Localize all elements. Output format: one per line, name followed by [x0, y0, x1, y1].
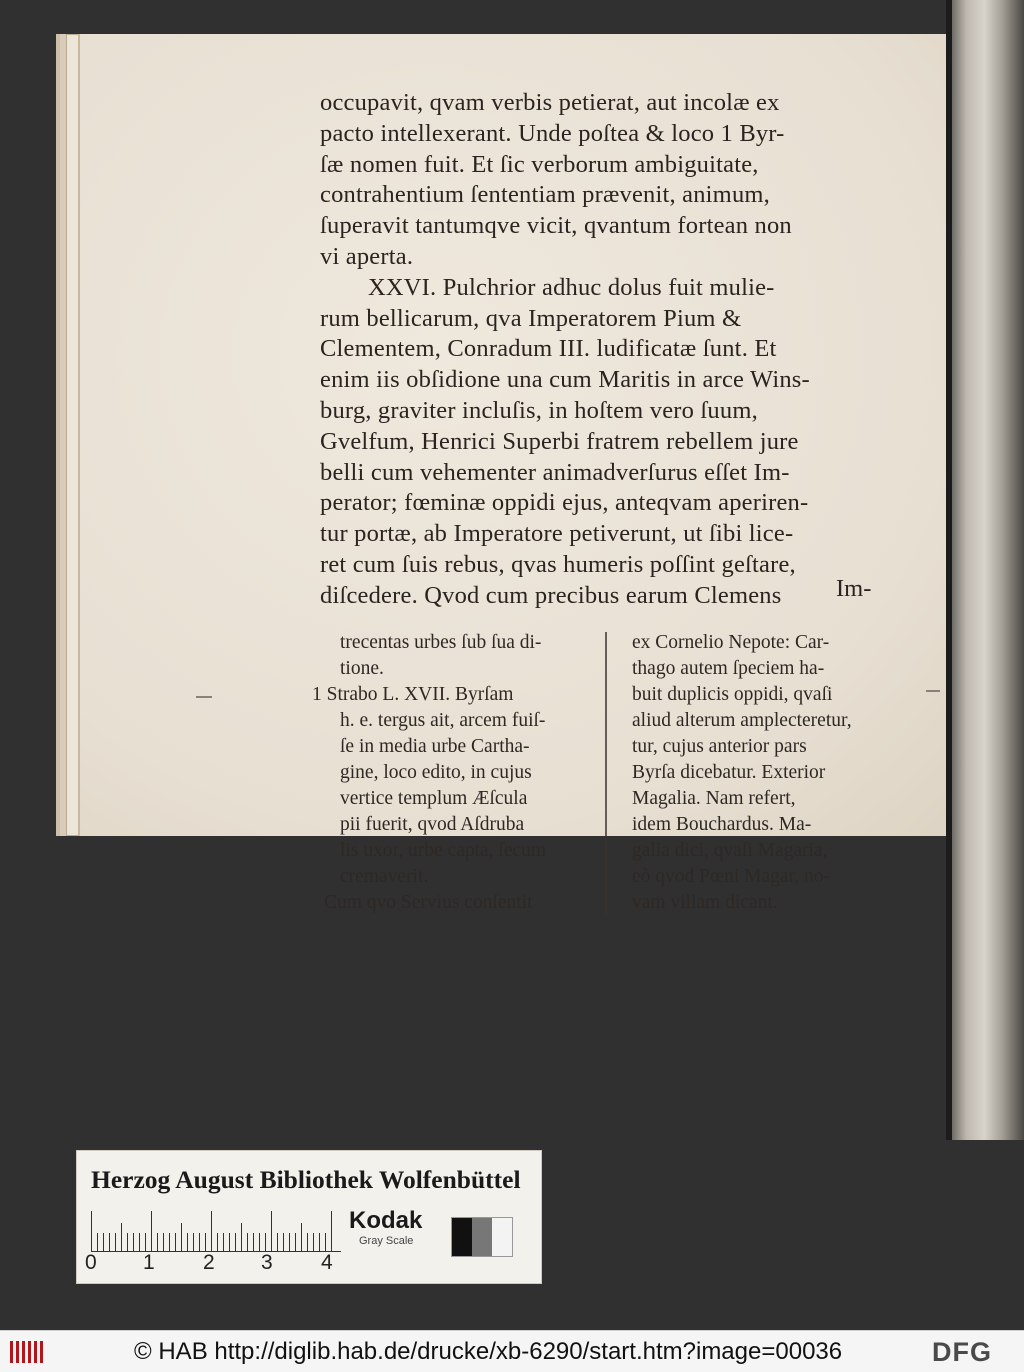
ruler-tick	[151, 1211, 152, 1251]
margin-mark	[196, 696, 212, 698]
footnote-line: vertice templum Æſcula	[340, 788, 528, 809]
ruler-tick	[121, 1223, 122, 1251]
footnote-line: Byrſa dicebatur. Exterior	[632, 762, 826, 783]
ruler-tick	[103, 1233, 104, 1251]
main-line: burg, graviter incluſis, in hoſtem vero ſuum,	[320, 396, 758, 424]
ruler-tick	[91, 1211, 92, 1251]
ruler-tick	[127, 1233, 128, 1251]
ruler-tick	[199, 1233, 200, 1251]
main-line: pacto intellexerant. Unde poſtea & loco 1 Byr-	[320, 119, 785, 147]
footnote-line: cremaverit.	[340, 866, 429, 887]
ruler-tick	[109, 1233, 110, 1251]
ruler-tick	[283, 1233, 284, 1251]
ruler-tick	[133, 1233, 134, 1251]
main-line: belli cum vehementer animadverſurus eſſet Im-	[320, 458, 790, 486]
dfg-logo: DFG	[932, 1337, 992, 1367]
gray-scale-label: Gray Scale	[359, 1235, 414, 1247]
ruler-tick	[157, 1233, 158, 1251]
ruler-ticks	[91, 1209, 341, 1251]
main-line: ſæ nomen fuit. Et ſic verborum ambiguitate,	[320, 150, 759, 178]
main-line: enim iis obſidione una cum Maritis in arce Wins-	[320, 366, 810, 394]
footnote-line: eò qvod Pœni Magar, no-	[632, 866, 830, 887]
ruler-number: 4	[321, 1251, 333, 1274]
footnote-line: vam villam dicant.	[632, 892, 778, 913]
book-spine	[952, 0, 1024, 1140]
footnote-line: ſe in media urbe Cartha-	[340, 736, 530, 757]
main-line: occupavit, qvam verbis petierat, aut incolæ ex	[320, 89, 780, 116]
swatch-gray	[472, 1218, 492, 1256]
column-rule	[605, 632, 607, 914]
main-line: ret cum ſuis rebus, qvas humeris poſſint geſtare,	[320, 550, 796, 578]
ruler-tick	[97, 1233, 98, 1251]
ruler-tick	[253, 1233, 254, 1251]
ruler-tick	[301, 1223, 302, 1251]
ruler-tick	[235, 1233, 236, 1251]
main-line: rum bellicarum, qva Imperatorem Pium &	[320, 304, 742, 332]
ruler-tick	[265, 1233, 266, 1251]
ruler-tick	[247, 1233, 248, 1251]
ruler-tick	[217, 1233, 218, 1251]
hab-logo-icon	[6, 1337, 46, 1367]
ruler-numbers	[85, 1251, 355, 1277]
footnote-line: tur, cujus anterior pars	[632, 736, 807, 757]
footnote-line: aliud alterum amplecteretur,	[632, 710, 852, 731]
main-line: perator; fœminæ oppidi ejus, anteqvam aperiren-	[320, 489, 809, 517]
main-line: vi aperta.	[320, 242, 414, 270]
ruler-tick	[205, 1233, 206, 1251]
main-line: ſuperavit tantumqve vicit, qvantum fortean non	[320, 212, 792, 240]
ruler-tick	[289, 1233, 290, 1251]
ruler-tick	[271, 1211, 272, 1251]
footnote-line: gine, loco edito, in cujus	[340, 762, 532, 783]
ruler-tick	[139, 1233, 140, 1251]
margin-mark	[926, 690, 940, 692]
footnote-line: tione.	[340, 658, 384, 679]
ruler-tick	[259, 1233, 260, 1251]
main-line: tur portæ, ab Imperatore petiverunt, ut ſibi lice-	[320, 520, 794, 548]
gray-swatches	[451, 1217, 513, 1257]
footnotes-left-column	[312, 630, 602, 916]
ruler-number: 0	[85, 1251, 97, 1274]
main-line: Gvelfum, Henrici Superbi fratrem rebellem jure	[320, 427, 799, 455]
catchword: Im-	[836, 575, 872, 602]
footnote-line: lis uxor, urbe capta, ſecum	[340, 840, 547, 861]
main-text-block	[320, 88, 900, 612]
main-line: contrahentium ſententiam prævenit, animum,	[320, 181, 770, 209]
ruler-number: 1	[143, 1251, 155, 1274]
library-name: Herzog August Bibliothek Wolfenbüttel	[91, 1165, 521, 1194]
footnote-line: galia dici, qvaſi Magaria,	[632, 840, 828, 861]
kodak-logo: Kodak	[349, 1207, 423, 1234]
footnote-line: h. e. tergus ait, arcem fuiſ-	[340, 710, 546, 731]
ruler-tick	[211, 1211, 212, 1251]
ruler-tick	[181, 1223, 182, 1251]
swatch-white	[492, 1218, 512, 1256]
ruler-tick	[325, 1233, 326, 1251]
ruler-tick	[223, 1233, 224, 1251]
ruler-tick	[307, 1233, 308, 1251]
color-scale-card	[76, 1150, 542, 1284]
ruler-tick	[319, 1233, 320, 1251]
ruler-tick	[331, 1211, 332, 1251]
ruler-tick	[229, 1233, 230, 1251]
copyright-url[interactable]: © HAB http://diglib.hab.de/drucke/xb-6290/start.htm?image=00036	[134, 1338, 843, 1365]
footnote-line: Magalia. Nam refert,	[632, 788, 796, 809]
main-line: diſcedere. Qvod cum precibus earum Clemens	[320, 581, 782, 609]
footnote-line: Cum qvo Servius conſentit	[324, 892, 533, 913]
ruler-number: 2	[203, 1251, 215, 1274]
ruler-tick	[295, 1233, 296, 1251]
footer-bar	[0, 1330, 1024, 1372]
footnote-line: trecentas urbes ſub ſua di-	[340, 632, 542, 653]
footnote-line: buit duplicis oppidi, qvaſi	[632, 684, 833, 705]
ruler-tick	[175, 1233, 176, 1251]
ruler-tick	[169, 1233, 170, 1251]
ruler-tick	[313, 1233, 314, 1251]
ruler-tick	[277, 1233, 278, 1251]
footnotes-right-column	[632, 630, 892, 916]
ruler-tick	[187, 1233, 188, 1251]
ruler-tick	[241, 1223, 242, 1251]
footnote-line: 1 Strabo L. XVII. Byrſam	[312, 684, 514, 705]
main-line: XXVI. Pulchrior adhuc dolus fuit mulie-	[368, 273, 775, 301]
footnote-line: idem Bouchardus. Ma-	[632, 814, 812, 835]
ruler-tick	[163, 1233, 164, 1251]
ruler-tick	[193, 1233, 194, 1251]
swatch-black	[452, 1218, 472, 1256]
main-line: Clementem, Conradum III. ludificatæ ſunt. Et	[320, 335, 777, 363]
ruler-tick	[115, 1233, 116, 1251]
ruler-tick	[145, 1233, 146, 1251]
footnote-line: ex Cornelio Nepote: Car-	[632, 632, 830, 653]
footnote-line: pii fuerit, qvod Aſdruba	[340, 814, 525, 835]
footnote-line: thago autem ſpeciem ha-	[632, 658, 825, 679]
ruler-number: 3	[261, 1251, 273, 1274]
